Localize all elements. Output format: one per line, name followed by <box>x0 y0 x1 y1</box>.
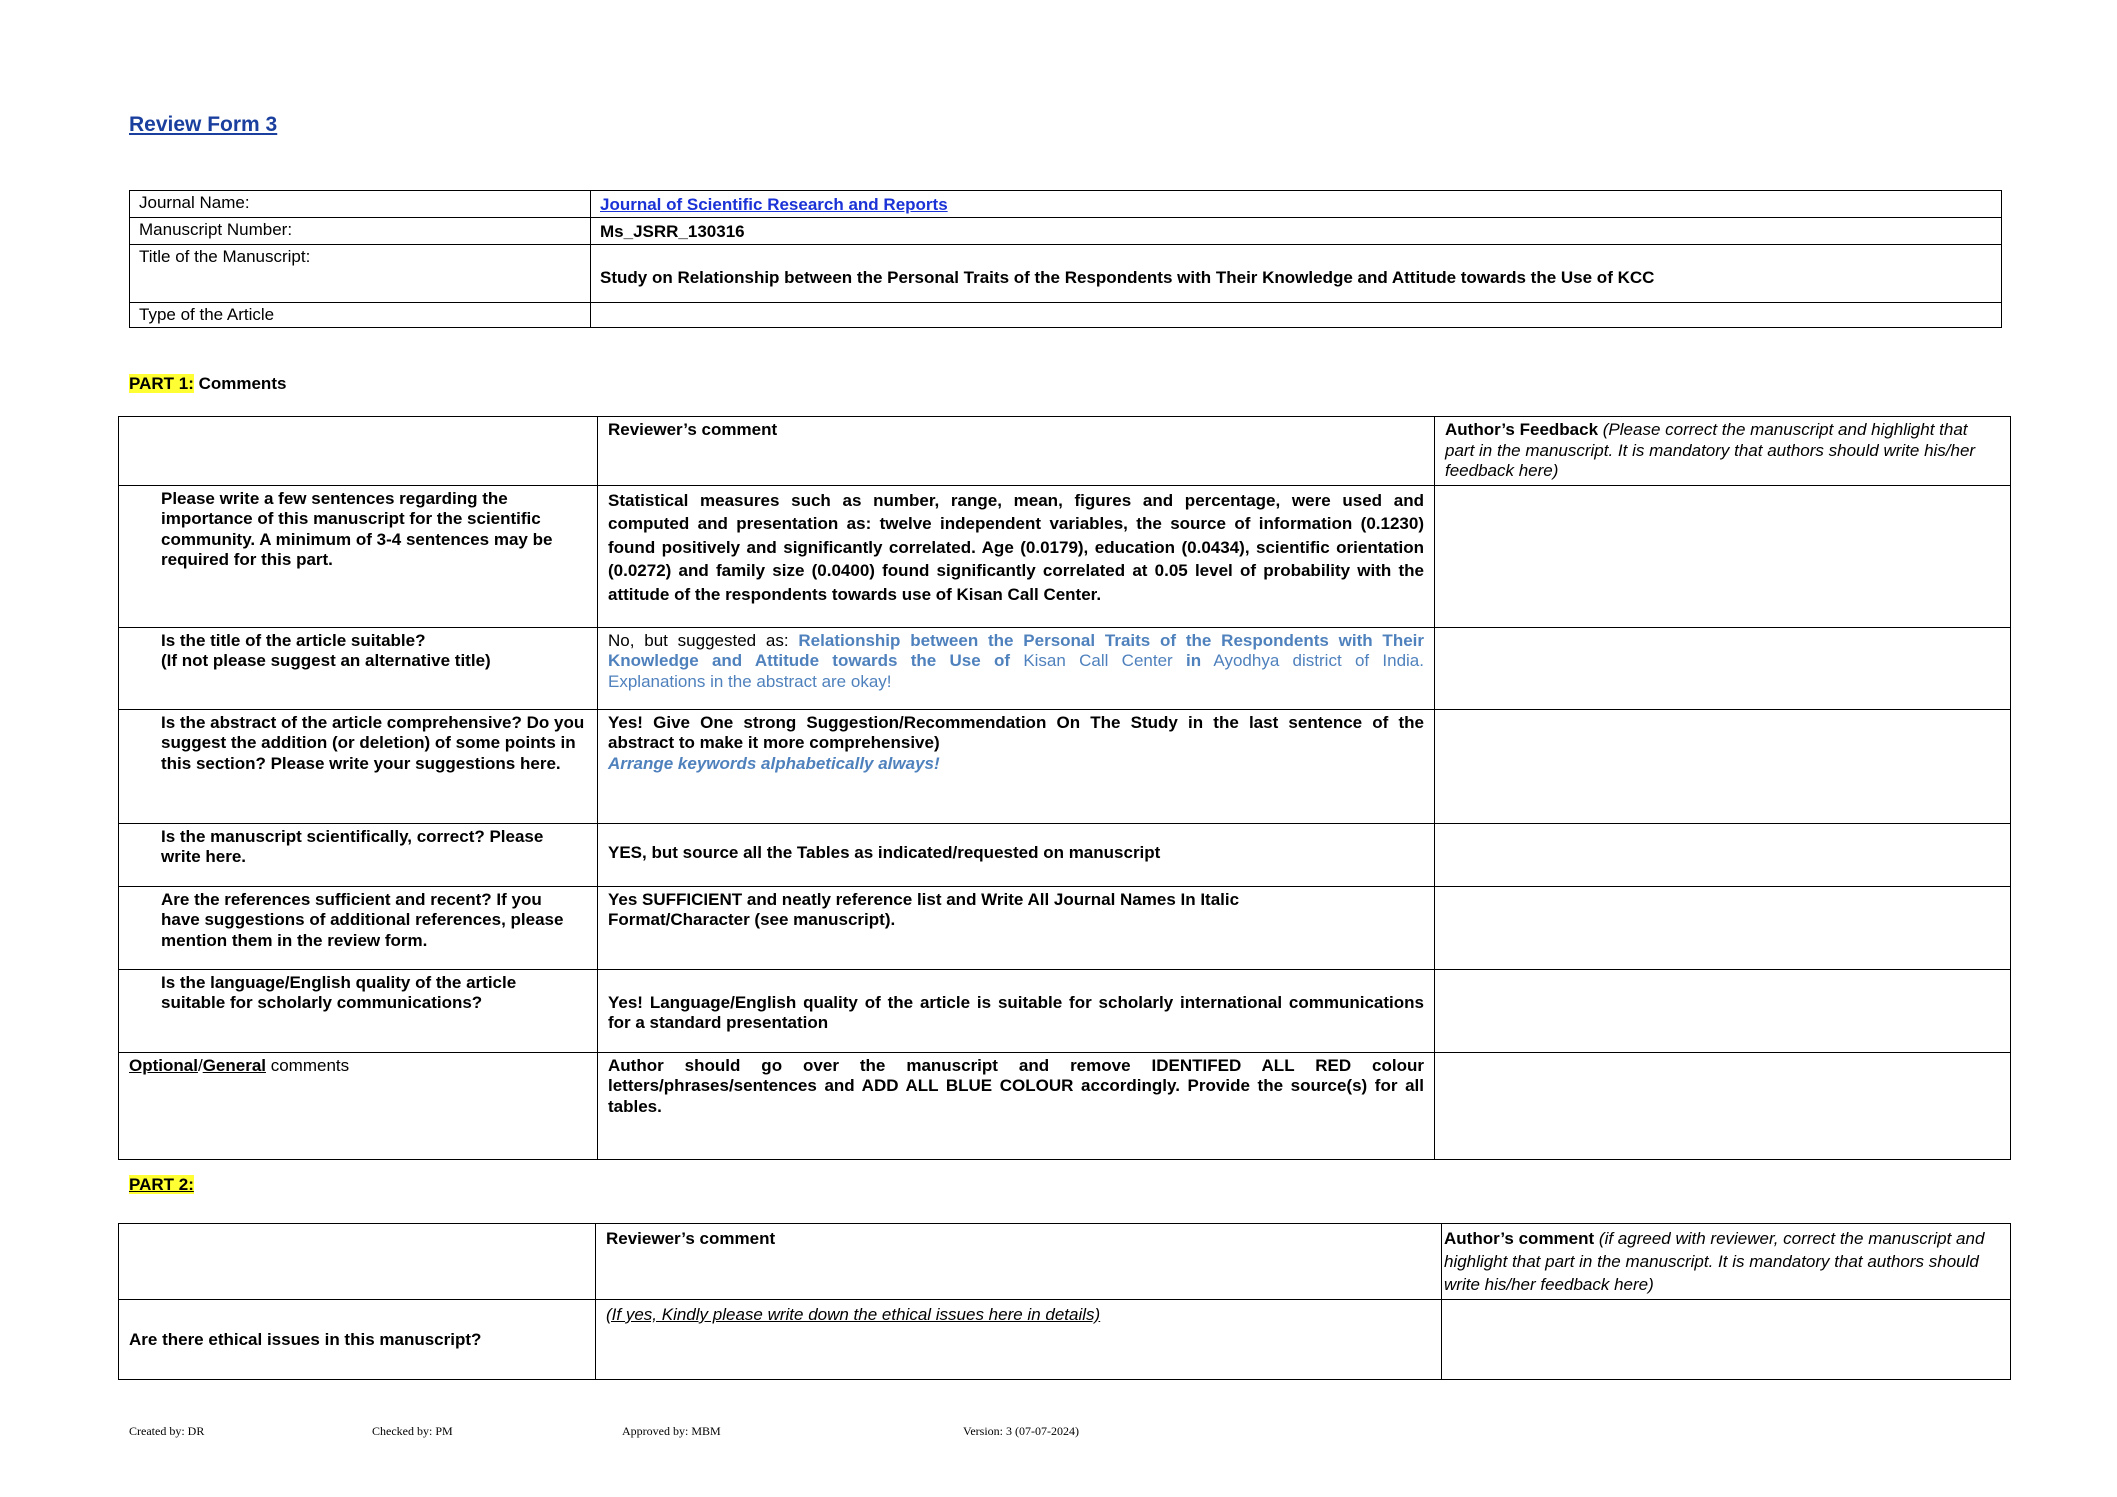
comment-title-line2: Explanations in the abstract are okay! <box>608 671 892 691</box>
comment-title-place: Ayodhya district of India. <box>1201 651 1424 670</box>
question-title <box>119 627 598 709</box>
part1-heading <box>129 374 286 394</box>
question-references: Are the references sufficient and recent? If you have suggestions of additional references, please mention them in the review form. <box>119 886 598 969</box>
journal-label: Journal Name: <box>130 191 591 218</box>
part1-header-author <box>1435 417 2011 486</box>
comment-ethical: (If yes, Kindly please write down the ethical issues here in details) <box>596 1300 1442 1380</box>
journal-link[interactable]: Journal of Scientific Research and Reports <box>600 195 948 214</box>
article-type-label: Type of the Article <box>130 303 591 328</box>
question-scientific: Is the manuscript scientifically, correct? Please write here. <box>119 823 598 886</box>
feedback-language[interactable] <box>1435 969 2011 1052</box>
table-row <box>119 823 2011 886</box>
question-language: Is the language/English quality of the article suitable for scholarly communications? <box>119 969 598 1052</box>
part2-table <box>118 1223 2011 1380</box>
journal-row <box>130 191 2002 218</box>
feedback-importance[interactable] <box>1435 485 2011 627</box>
feedback-scientific[interactable] <box>1435 823 2011 886</box>
part2-header-reviewer: Reviewer’s comment <box>596 1224 1442 1300</box>
optional-comment: Author should go over the manuscript and remove IDENTIFED ALL RED colour letters/phrases/sentences and ADD ALL BLUE COLOUR accordingly. Provide the source(s) for all tables. <box>598 1052 1435 1159</box>
part2-label: PART 2: <box>129 1175 194 1194</box>
part1-header-reviewer: Reviewer’s comment <box>598 417 1435 486</box>
part2-header-blank <box>119 1224 596 1300</box>
manuscript-number-row <box>130 218 2002 245</box>
part2-heading <box>129 1175 194 1195</box>
part2-header-row <box>119 1224 2011 1300</box>
comment-scientific: YES, but source all the Tables as indicated/requested on manuscript <box>598 823 1435 886</box>
part1-header-blank <box>119 417 598 486</box>
comment-importance: Statistical measures such as number, range, mean, figures and percentage, were used and computed and presentation as: twelve independent variables, the source of information (0.1230) found positively and significantly correlated. Age (0.0179), education (0.0434), scientific orientation (0.0272) and family size (0.0400) found significantly correlated at 0.05 level of probability with the attitude of the respondents towards use of Kisan Call Center. <box>598 485 1435 627</box>
table-row <box>119 969 2011 1052</box>
comment-title-suggested: Relationship between the Personal Traits of the Respondents with Their Knowledge and Attitude towards the Use of <box>608 630 1424 670</box>
comment-title <box>598 627 1435 709</box>
feedback-title[interactable] <box>1435 627 2011 709</box>
feedback-abstract[interactable] <box>1435 709 2011 823</box>
part2-header-author-bold: Author’s comment <box>1444 1229 1595 1248</box>
comment-title-prefix: No, but suggested as: <box>608 630 799 650</box>
table-row <box>119 1052 2011 1159</box>
question-importance: Please write a few sentences regarding the importance of this manuscript for the scientific community. A minimum of 3-4 sentences may be required for this part. <box>119 485 598 627</box>
part2-header-author <box>1442 1224 2011 1300</box>
feedback-ethical[interactable] <box>1442 1300 2011 1380</box>
comment-references-line2: Format/Character (see manuscript). <box>608 910 896 929</box>
question-title-line1: Is the title of the article suitable? <box>161 630 426 650</box>
table-row <box>119 627 2011 709</box>
part1-label: PART 1: <box>129 374 194 393</box>
table-row <box>119 886 2011 969</box>
comment-language: Yes! Language/English quality of the article is suitable for scholarly international communications for a standard presentation <box>598 969 1435 1052</box>
table-row <box>119 709 2011 823</box>
footer-version: Version: 3 (07-07-2024) <box>963 1424 1079 1438</box>
comment-title-in: in <box>1185 651 1202 670</box>
manuscript-number-label: Manuscript Number: <box>130 218 591 245</box>
article-type-value <box>591 303 2002 328</box>
table-row <box>119 485 2011 627</box>
table-row <box>119 1300 2011 1380</box>
comment-title-kisan: Kisan Call Center <box>1023 651 1186 670</box>
footer-approved: Approved by: MBM <box>622 1424 721 1438</box>
part2-header-author-italic: (if agreed with reviewer, correct the manuscript and highlight that part in the manuscript. It is mandatory that authors should write his/her feedback here) <box>1444 1229 1985 1294</box>
manuscript-number-value: Ms_JSRR_130316 <box>591 218 2002 245</box>
comment-abstract-text: Yes! Give One strong Suggestion/Recommendation On The Study in the last sentence of the abstract to make it more comprehensive) <box>608 712 1424 752</box>
article-type-row <box>130 303 2002 328</box>
manuscript-info-table <box>129 190 2002 328</box>
part1-header-author-italic: (Please correct the manuscript and highlight that part in the manuscript. It is mandatory that authors should write his/her feedback here) <box>1445 420 1976 480</box>
comment-references <box>598 886 1435 969</box>
optional-feedback[interactable] <box>1435 1052 2011 1159</box>
part1-comments-table <box>118 416 2011 1160</box>
comment-references-line1: Yes SUFFICIENT and neatly reference list and Write All Journal Names In Italic <box>608 889 1240 909</box>
part1-header-row <box>119 417 2011 486</box>
manuscript-title-row <box>130 245 2002 303</box>
optional-label: Optional/General comments <box>119 1052 598 1159</box>
manuscript-title-value: Study on Relationship between the Personal Traits of the Respondents with Their Knowledge and Attitude towards the Use of KCC <box>591 245 2002 303</box>
footer-created: Created by: DR <box>129 1424 205 1438</box>
manuscript-title-label: Title of the Manuscript: <box>130 245 591 303</box>
question-title-line2: (If not please suggest an alternative title) <box>161 651 491 670</box>
feedback-references[interactable] <box>1435 886 2011 969</box>
footer-checked: Checked by: PM <box>372 1424 453 1438</box>
question-ethical: Are there ethical issues in this manuscript? <box>119 1300 596 1380</box>
part1-header-author-bold: Author’s Feedback <box>1445 420 1599 439</box>
comment-abstract-keywords: Arrange keywords alphabetically always! <box>608 753 940 773</box>
comment-abstract <box>598 709 1435 823</box>
part1-suffix: Comments <box>193 374 287 393</box>
question-abstract: Is the abstract of the article comprehensive? Do you suggest the addition (or deletion) of some points in this section? Please write your suggestions here. <box>119 709 598 823</box>
form-title: Review Form 3 <box>129 113 278 136</box>
